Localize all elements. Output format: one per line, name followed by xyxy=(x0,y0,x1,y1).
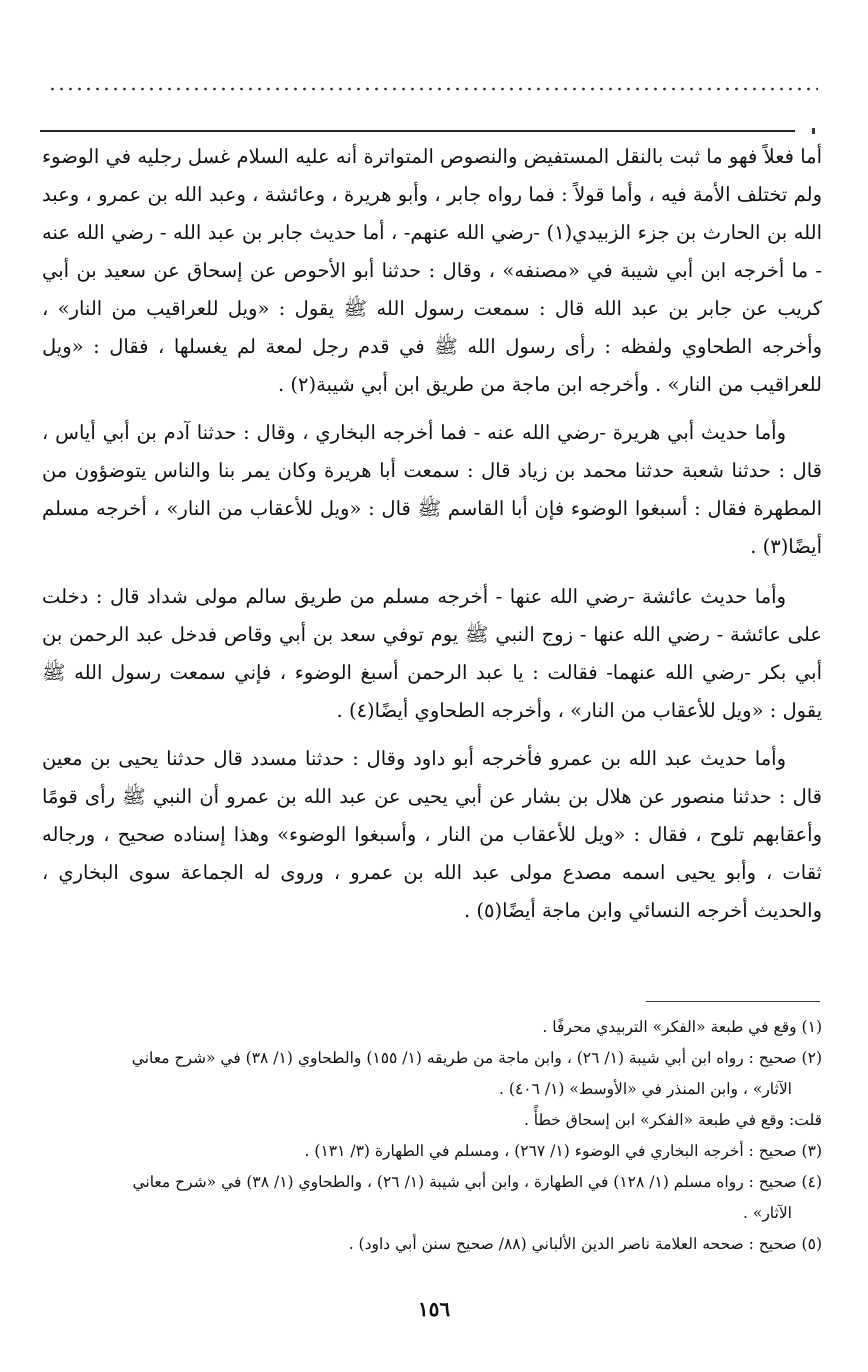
footnote-text: (١) وقع في طبعة «الفكر» التربيدي محرفًا . xyxy=(542,1018,822,1036)
footnote-continuation: الآثار» . xyxy=(742,1204,792,1222)
footnote-remark xyxy=(42,1105,822,1136)
footnote-2 xyxy=(42,1043,822,1105)
footnote-text: (٤) صحيح : رواه مسلم (١/ ١٢٨) في الطهارة ، وابن أبي شيبة (١/ ٢٦) ، والطحاوي (١/ ٣٨) في «شرح معاني xyxy=(132,1173,822,1191)
footnotes xyxy=(42,1012,822,1260)
paragraph-abdullah-ibn-amr: وأما حديث عبد الله بن عمرو فأخرجه أبو داود وقال : حدثنا مسدد قال حدثنا يحيى بن معين قال : حدثنا منصور عن هلال بن بشار عن أبي يحيى عن عبد الله بن عمرو أن النبي ﷺ رأى قومًا وأعقابهم تلوح ، فقال : «ويل للأعقاب من النار ، وأسبغوا الوضوء» وهذا إسناده صحيح ، ورجاله ثقات ، وأبو يحيى اسمه مصدع مولى عبد الله بن عمرو ، وروى له الجماعة سوى البخاري ، والحديث أخرجه النسائي وابن ماجة أيضًا(٥) . xyxy=(42,747,822,922)
top-rule xyxy=(40,130,795,132)
footnote-1 xyxy=(42,1012,822,1043)
footnote-separator xyxy=(646,1001,820,1002)
paragraph-aisha: وأما حديث عائشة -رضي الله عنها - أخرجه مسلم من طريق سالم مولى شداد قال : دخلت على عائشة - رضي الله عنها - زوج النبي ﷺ يوم توفي سعد بن أبي وقاص فدخل عبد الرحمن بن أبي بكر -رضي الله عنهما- فقالت : يا عبد الرحمن أسبغ الوضوء ، فإني سمعت رسول الله ﷺ يقول : «ويل للأعقاب من النار» ، وأخرجه الطحاوي أيضًا(٤) . xyxy=(42,585,822,722)
footnote-text: (٣) صحيح : أخرجه البخاري في الوضوء (١/ ٢٦٧) ، ومسلم في الطهارة (٣/ ١٣١) . xyxy=(304,1142,822,1160)
footnote-text: (٢) صحيح : رواه ابن أبي شيبة (١/ ٢٦) ، وابن ماجة من طريقه (١/ ١٥٥) والطحاوي (١/ ٣٨) في «شرح معاني xyxy=(131,1049,822,1067)
footnote-5 xyxy=(42,1229,822,1260)
footnote-continuation: الآثار» ، وابن المنذر في «الأوسط» (١/ ٤٠٦) . xyxy=(499,1080,792,1098)
paragraph-abu-hurayra: وأما حديث أبي هريرة -رضي الله عنه - فما أخرجه البخاري ، وقال : حدثنا آدم بن أبي أياس ، قال : حدثنا شعبة حدثنا محمد بن زياد قال : سمعت أبا هريرة وكان يمر بنا والناس يتوضؤون من المطهرة فقال : أسبغوا الوضوء فإن أبا القاسم ﷺ قال : «ويل للأعقاب من النار» ، أخرجه مسلم أيضًا(٣) . xyxy=(42,421,822,558)
page-number: ١٥٦ xyxy=(417,1297,451,1321)
top-rule-mark xyxy=(812,128,815,134)
main-text xyxy=(42,138,822,930)
footnote-text: قلت: وقع في طبعة «الفكر» ابن إسحاق خطأً . xyxy=(523,1111,822,1129)
footnote-3 xyxy=(42,1136,822,1167)
header-dotted-line xyxy=(48,86,818,92)
footnote-text: (٥) صحيح : صححه العلامة ناصر الدين الألباني (٨٨/ صحيح سنن أبي داود) . xyxy=(348,1235,822,1253)
paragraph-jabir: أما فعلاً فهو ما ثبت بالنقل المستفيض والنصوص المتواترة أنه عليه السلام غسل رجليه في الوضوء ولم تختلف الأمة فيه ، وأما قولاً : فما رواه جابر ، وأبو هريرة ، وعائشة ، وعبد الله بن عمرو ، وعبد الله بن الحارث بن جزء الزبيدي(١) -رضي الله عنهم- ، أما حديث جابر بن عبد الله - رضي الله عنه - ما أخرجه ابن أبي شيبة في «مصنفه» ، وقال : حدثنا أبو الأحوص عن إسحاق عن سعيد بن أبي كريب عن جابر بن عبد الله قال : سمعت رسول الله ﷺ يقول : «ويل للعراقيب من النار» ، وأخرجه الطحاوي ولفظه : رأى رسول الله ﷺ في قدم رجل لمعة لم يغسلها ، فقال : «ويل للعراقيب من النار» . وأخرجه ابن ماجة من طريق ابن أبي شيبة(٢) . xyxy=(42,145,822,396)
footnote-4 xyxy=(42,1167,822,1229)
